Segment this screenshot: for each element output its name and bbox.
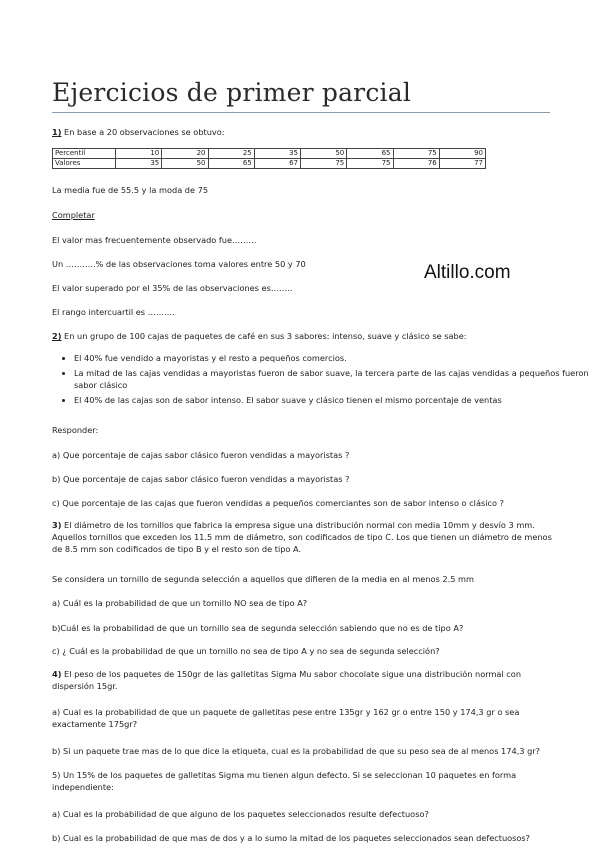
q3-question: c) ¿ Cuál es la probabilidad de que un tornillo no sea de tipo A y no sea de segunda selección? — [52, 646, 440, 656]
q2-number: 2) — [52, 331, 62, 341]
table-cell: 67 — [254, 159, 300, 169]
q1-item: El valor mas frecuentemente observado fue……… — [52, 235, 257, 245]
table-cell: 65 — [208, 159, 254, 169]
table-cell: 90 — [439, 149, 485, 159]
q2-bullet-list — [52, 352, 594, 409]
page-title: Ejercicios de primer parcial — [52, 78, 412, 107]
table-header-percentil: Percentil — [53, 149, 116, 159]
q2-intro — [52, 330, 467, 342]
table-row-percentiles — [53, 149, 486, 159]
q1-stats: La media fue de 55.5 y la moda de 75 — [52, 185, 209, 195]
table-cell: 10 — [116, 149, 162, 159]
percentile-table — [52, 148, 486, 169]
q2-question: a) Que porcentaje de cajas sabor clásico fueron vendidas a mayoristas ? — [52, 450, 350, 460]
q4-number: 4) — [52, 669, 62, 679]
table-cell: 35 — [116, 159, 162, 169]
q3-statement — [52, 519, 552, 555]
q4-question: a) Cual es la probabilidad de que un paquete de galletitas pese entre 135gr y 162 gr o entre 150 y 174,3 gr o sea exactamente 175gr? — [52, 707, 520, 729]
table-row-values — [53, 159, 486, 169]
q1-item: Un ………..% de las observaciones toma valores entre 50 y 70 — [52, 259, 306, 269]
table-cell: 50 — [162, 159, 208, 169]
table-cell: 75 — [347, 159, 393, 169]
list-item: • El 40% de las cajas son de sabor intenso. El sabor suave y clásico tienen el mismo porcentaje de ventas — [74, 394, 594, 406]
q2-intro-text: En un grupo de 100 cajas de paquetes de café en sus 3 sabores: intenso, suave y clásico se sabe: — [61, 331, 467, 341]
table-cell: 75 — [393, 149, 439, 159]
altillo-watermark: Altillo.com — [424, 262, 511, 283]
table-cell: 20 — [162, 149, 208, 159]
q3-consider: Se considera un tornillo de segunda selección a aquellos que difieren de la media en al menos 2.5 mm — [52, 574, 474, 584]
table-cell: 50 — [301, 149, 347, 159]
q4-question: b) Si un paquete trae mas de lo que dice la etiqueta, cual es la probabilidad de que su peso sea de al menos 174,3 gr? — [52, 746, 541, 756]
list-item: • El 40% fue vendido a mayoristas y el resto a pequeños comercios. — [74, 352, 594, 364]
q1-item: El rango intercuartil es ………. — [52, 307, 175, 317]
q4-statement — [52, 668, 552, 692]
q5-question: b) Cual es la probabilidad de que mas de dos y a lo sumo la mitad de los paquetes seleccionados sean defectuosos? — [52, 833, 531, 843]
q5-statement: 5) Un 15% de los paquetes de galletitas Sigma mu tienen algun defecto. Si se seleccionan 10 paquetes en forma independiente: — [52, 770, 517, 792]
q1-number: 1) — [52, 127, 62, 137]
q3-number: 3) — [52, 520, 62, 530]
q3-question: b)Cuál es la probabilidad de que un tornillo sea de segunda selección sabiendo que no es de tipo A? — [52, 623, 464, 633]
q3-text: El diámetro de los tornillos que fabrica la empresa sigue una distribución normal con media 10mm y desvío 3 mm. Aquellos tornillos que exceden los 11.5 mm de diámetro, son codificados de tipo C. Los que tienen un diámetro de menos de 8.5 mm son codificados de tipo B y el resto son de tipo A. — [52, 520, 552, 554]
title-underline — [52, 112, 550, 113]
table-cell: 35 — [254, 149, 300, 159]
q1-item: El valor superado por el 35% de las observaciones es…….. — [52, 283, 293, 293]
q2-responder: Responder: — [52, 425, 99, 435]
table-cell: 25 — [208, 149, 254, 159]
q1-intro — [52, 126, 225, 138]
table-cell: 77 — [439, 159, 485, 169]
q4-text: El peso de los paquetes de 150gr de las galletitas Sigma Mu sabor chocolate sigue una distribución normal con dispersión 15gr. — [52, 669, 522, 691]
q2-question: c) Que porcentaje de las cajas que fueron vendidas a pequeños comerciantes son de sabor intenso o clásico ? — [52, 498, 504, 508]
table-cell: 65 — [347, 149, 393, 159]
table-cell: 75 — [301, 159, 347, 169]
q1-intro-text: En base a 20 observaciones se obtuvo: — [61, 127, 225, 137]
q2-question: b) Que porcentaje de cajas sabor clásico fueron vendidas a mayoristas ? — [52, 474, 350, 484]
list-item: • La mitad de las cajas vendidas a mayoristas fueron de sabor suave, la tercera parte de las cajas vendidas a pequeños fueron sabor clásico — [74, 367, 594, 391]
table-header-valores: Valores — [53, 159, 116, 169]
q3-question: a) Cuál es la probabilidad de que un tornillo NO sea de tipo A? — [52, 598, 308, 608]
q1-completar-heading: Completar — [52, 210, 95, 220]
q5-question: a) Cual es la probabilidad de que alguno de los paquetes seleccionados resulte defectuoso? — [52, 809, 429, 819]
table-cell: 76 — [393, 159, 439, 169]
